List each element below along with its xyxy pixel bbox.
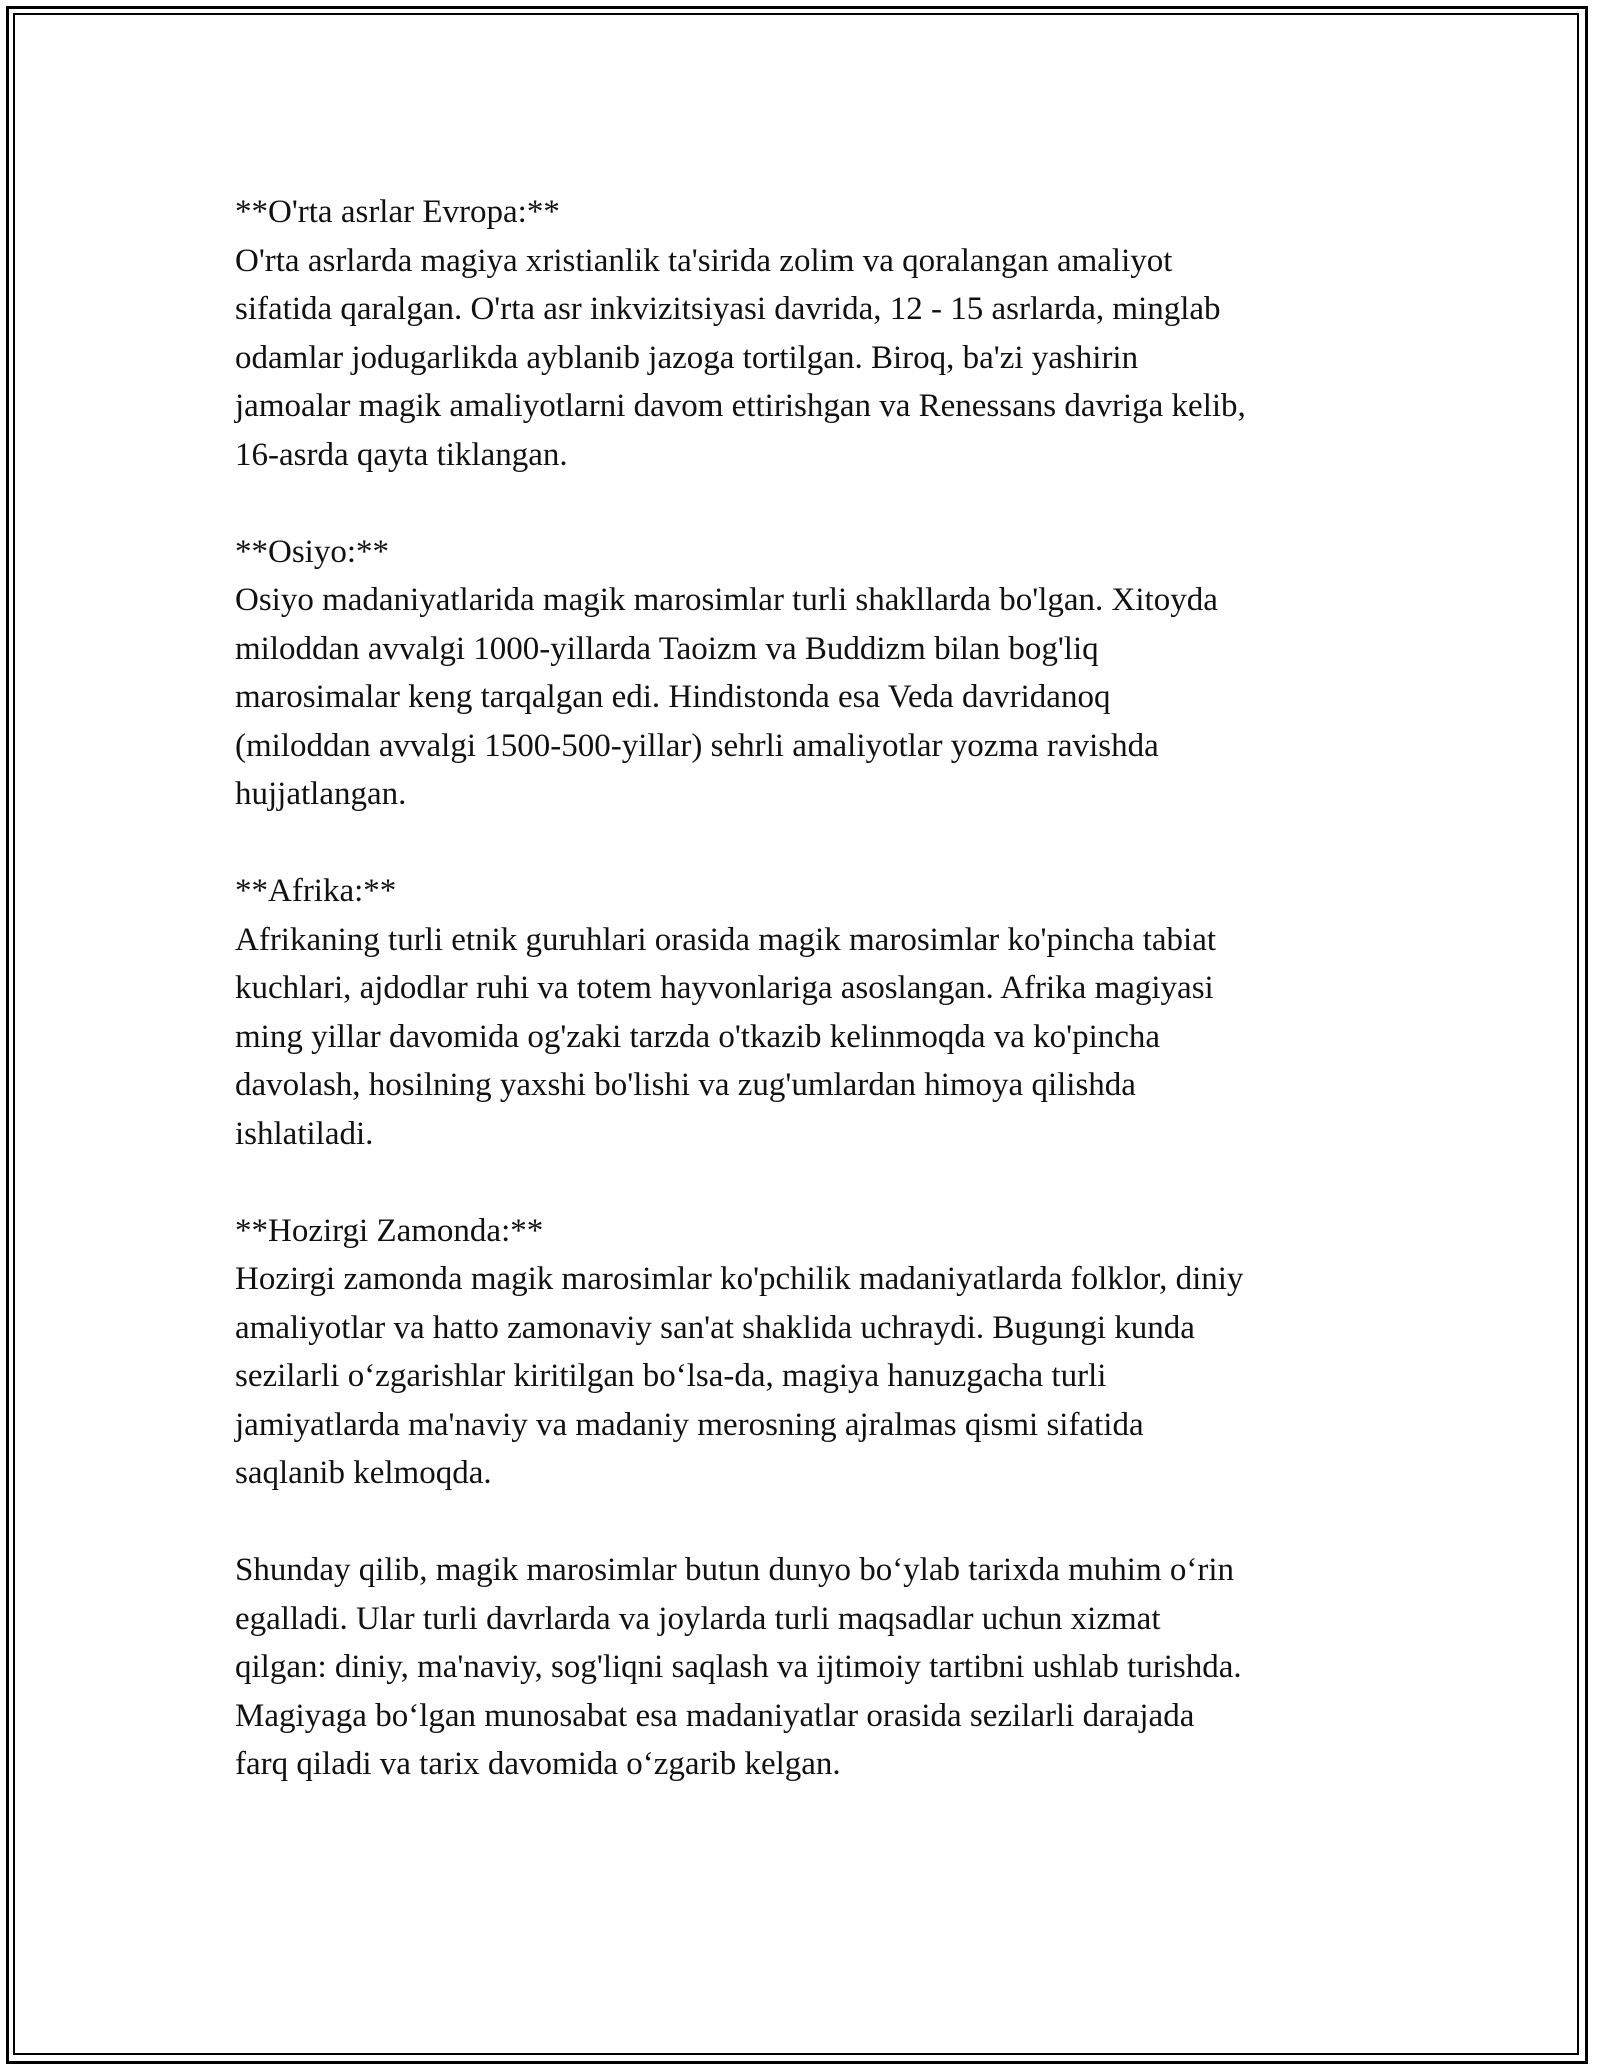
section-paragraph: Hozirgi zamonda magik marosimlar ko'pchilik madaniyatlarda folklor, diniy amaliyotlar va hatto zamonaviy san'at shaklida uchraydi. Bugungi kunda sezilarli o‘zgarishlar kiritilgan bo‘lsa-da, magiya hanuzgacha turli jamiyatlarda ma'naviy va madaniy merosning ajralmas qismi sifatida saqlanib kelmoqda. <box>235 1261 1244 1491</box>
section-heading: **Hozirgi Zamonda:** <box>235 1212 544 1249</box>
section-paragraph: Afrikaning turli etnik guruhlari orasida magik marosimlar ko'pincha tabiat kuchlari, ajdodlar ruhi va totem hayvonlariga asoslangan. Afrika magiyasi ming yillar davomida og'zaki tarzda o'tkazib kelinmoqda va ko'pincha davolash, hosilning yaxshi bo'lishi va zug'umlardan himoya qilishda ishlatiladi. <box>235 921 1217 1152</box>
conclusion-paragraph: Shunday qilib, magik marosimlar butun dunyo bo‘ylab tarixda muhim o‘rin egalladi. Ular turli davrlarda va joylarda turli maqsadlar uchun xizmat qilgan: diniy, ma'naviy, sog'liqni saqlash va ijtimoiy tartibni ushlab turishda. Magiyaga bo‘lgan munosabat esa madaniyatlar orasida sezilarli darajada farq qiladi va tarix davomida o‘zgarib kelgan. <box>235 1552 1242 1782</box>
conclusion <box>235 1546 1395 1789</box>
section-modern-times <box>235 1207 1395 1498</box>
section-heading: **Afrika:** <box>235 873 397 909</box>
document-body <box>235 188 1395 1837</box>
section-paragraph: O'rta asrlarda magiya xristianlik ta'sirida zolim va qoralangan amaliyot sifatida qaralgan. O'rta asr inkvizitsiyasi davrida, 12 - 15 asrlarda, minglab odamlar jodugarlikda ayblanib jazoga tortilgan. Biroq, ba'zi yashirin jamoalar magik amaliyotlarni davom ettirishgan va Renessans davriga kelib, 16-asrda qayta tiklangan. <box>235 242 1246 473</box>
section-africa <box>235 867 1395 1158</box>
section-heading: **Osiyo:** <box>235 533 390 570</box>
section-heading: **O'rta asrlar Evropa:** <box>235 194 560 230</box>
section-medieval-europe <box>235 188 1395 479</box>
section-paragraph: Osiyo madaniyatlarida magik marosimlar turli shakllarda bo'lgan. Xitoyda miloddan avvalgi 1000-yillarda Taoizm va Buddizm bilan bog'liq marosimalar keng tarqalgan edi. Hindistonda esa Veda davridanoq (miloddan avvalgi 1500-500-yillar) sehrli amaliyotlar yozma ravishda hujjatlangan. <box>235 582 1218 812</box>
section-asia <box>235 528 1395 819</box>
